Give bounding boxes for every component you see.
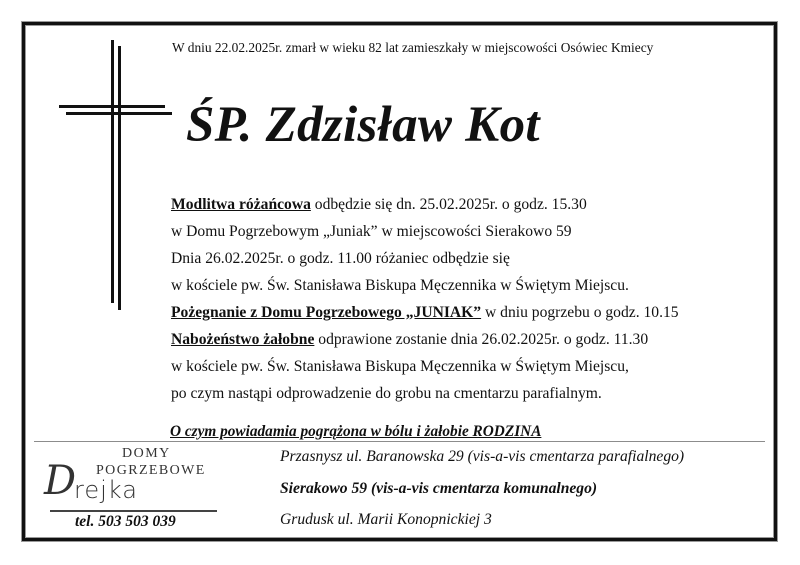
deceased-name-title: ŚP. Zdzisław Kot (186, 97, 540, 153)
rosary-second-line: Dnia 26.02.2025r. o godz. 11.00 różaniec odbędzie się (171, 250, 510, 267)
family-closing-line: O czym powiadamia pogrążona w bólu i żałobie RODZINA (170, 423, 542, 440)
footer-divider (34, 441, 765, 442)
logo-line-pogrzebowe: POGRZEBOWE (96, 463, 206, 478)
farewell-line: Pożegnanie z Domu Pogrzebowego „JUNIAK” w dniu pogrzebu o godz. 10.15 (171, 304, 679, 321)
church-line: w kościele pw. Św. Stanisława Biskupa Męczennika w Świętym Miejscu. (171, 277, 629, 294)
funeral-home-logo (44, 446, 220, 512)
rosary-heading: Modlitwa różańcowa (171, 196, 311, 213)
mass-church-line: w kościele pw. Św. Stanisława Biskupa Męczennika w Świętym Miejscu, (171, 358, 629, 375)
address-przasnysz: Przasnysz ul. Baranowska 29 (vis-a-vis cmentarza parafialnego) (280, 448, 685, 465)
funeral-home-line: w Domu Pogrzebowym „Juniak” w miejscowości Sierakowo 59 (171, 223, 572, 240)
death-announcement-intro: W dniu 22.02.2025r. zmarł w wieku 82 lat zamieszkały w miejscowości Osówiec Kmiecy (172, 40, 654, 55)
rosary-line: Modlitwa różańcowa odbędzie się dn. 25.02.2025r. o godz. 15.30 (171, 196, 587, 213)
phone-number: tel. 503 503 039 (75, 513, 176, 530)
address-grudusk: Grudusk ul. Marii Konopnickiej 3 (280, 511, 492, 528)
mass-heading: Nabożeństwo żałobne (171, 331, 315, 348)
logo-script-d-icon: D (44, 458, 77, 504)
logo-line-domy: DOMY (122, 446, 171, 461)
address-sierakowo: Sierakowo 59 (vis-a-vis cmentarza komunalnego) (280, 480, 598, 497)
farewell-heading: Pożegnanie z Domu Pogrzebowego „JUNIAK” (171, 304, 482, 321)
logo-name: rejka (74, 476, 138, 504)
logo-underline (50, 510, 217, 512)
burial-line: po czym nastąpi odprowadzenie do grobu na cmentarzu parafialnym. (171, 385, 602, 402)
mass-line: Nabożeństwo żałobne odprawione zostanie dnia 26.02.2025r. o godz. 11.30 (171, 331, 649, 348)
